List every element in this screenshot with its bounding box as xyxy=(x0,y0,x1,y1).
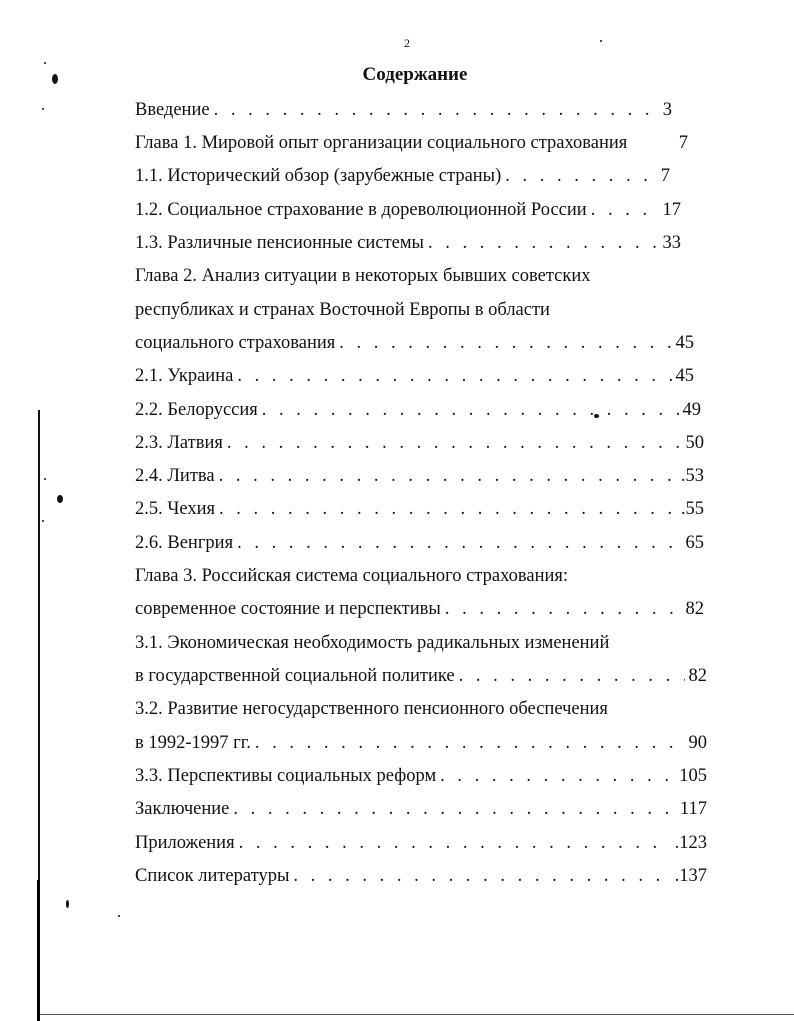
scan-speck xyxy=(52,74,58,84)
dot-leader xyxy=(214,98,659,122)
scan-speck xyxy=(42,108,44,110)
toc-page-number: 82 xyxy=(688,666,707,686)
toc-entry-2-6 xyxy=(135,531,704,555)
toc-label: 1.3. Различные пенсионные системы xyxy=(135,233,424,253)
scan-speck xyxy=(44,62,46,64)
toc-entry-1-1 xyxy=(135,164,670,188)
dot-leader xyxy=(227,431,682,455)
toc-page-number: 65 xyxy=(685,533,704,553)
scan-speck xyxy=(44,478,46,480)
toc-page-number: .123 xyxy=(674,833,707,853)
toc-page-number: 45 xyxy=(675,333,694,353)
toc-page-number: 7 xyxy=(678,133,688,153)
scan-speck xyxy=(66,900,69,908)
toc-label: Список литературы xyxy=(135,866,290,886)
scan-edge-line-thick xyxy=(37,880,40,1021)
toc-entry-1-2 xyxy=(135,198,681,222)
toc-entry-2-2 xyxy=(135,398,701,422)
toc-entry-introduction xyxy=(135,98,672,122)
dot-leader xyxy=(255,731,685,755)
toc-entry-2-3 xyxy=(135,431,704,455)
toc-entry-2-4 xyxy=(135,464,704,488)
toc-3-2-line-1: 3.2. Развитие негосударственного пенсионного обеспечения xyxy=(135,699,608,719)
toc-label: 2.3. Латвия xyxy=(135,433,223,453)
toc-entry-chapter-2 xyxy=(135,331,694,355)
toc-label: 1.2. Социальное страхование в дореволюционной России xyxy=(135,200,587,220)
page-number: 2 xyxy=(404,36,410,50)
toc-label: Глава 1. Мировой опыт организации социального страхования xyxy=(135,133,628,153)
scan-speck xyxy=(600,40,602,42)
scan-speck xyxy=(118,915,120,917)
dot-leader xyxy=(219,464,677,488)
toc-entry-3-1 xyxy=(135,664,707,688)
toc-page-number: 50 xyxy=(685,433,704,453)
dot-leader xyxy=(219,497,677,521)
dot-leader xyxy=(237,531,681,555)
dot-leader xyxy=(239,831,671,855)
toc-label: в государственной социальной политике xyxy=(135,666,455,686)
toc-entry-chapter-1 xyxy=(135,131,688,155)
toc-page-number: 117 xyxy=(679,799,707,819)
toc-page-number: 105 xyxy=(679,766,707,786)
toc-label: 2.6. Венгрия xyxy=(135,533,234,553)
toc-3-1-line-1: 3.1. Экономическая необходимость радикальных изменений xyxy=(135,633,610,653)
toc-page-number: 45 xyxy=(675,366,694,386)
dot-leader xyxy=(293,864,670,888)
dot-leader xyxy=(445,597,682,621)
toc-label: 2.4. Литва xyxy=(135,466,215,486)
dot-leader xyxy=(233,797,676,821)
dot-leader xyxy=(459,664,685,688)
toc-entry-3-2 xyxy=(135,731,707,755)
dot-leader xyxy=(440,764,675,788)
toc-entry-bibliography xyxy=(135,864,707,888)
toc-chapter-3-line-1: Глава 3. Российская система социального страхования: xyxy=(135,566,569,586)
toc-entry-chapter-3 xyxy=(135,597,704,621)
dot-leader xyxy=(237,364,671,388)
toc-label: 2.5. Чехия xyxy=(135,499,216,519)
toc-entry-appendices xyxy=(135,831,707,855)
toc-label: 3.3. Перспективы социальных реформ xyxy=(135,766,437,786)
toc-entry-conclusion xyxy=(135,797,707,821)
toc-label: 1.1. Исторический обзор (зарубежные страны) xyxy=(135,166,502,186)
dot-leader xyxy=(591,198,659,222)
toc-label: 2.2. Белоруссия xyxy=(135,400,258,420)
dot-leader xyxy=(505,164,656,188)
scan-speck xyxy=(594,414,599,418)
toc-page-number: 17 xyxy=(662,200,681,220)
toc-label: в 1992-1997 гг. xyxy=(135,733,251,753)
toc-page-number: 90 xyxy=(688,733,707,753)
scan-bottom-line xyxy=(40,1014,794,1015)
toc-label: 2.1. Украина xyxy=(135,366,234,386)
toc-entry-2-1 xyxy=(135,364,694,388)
dot-leader xyxy=(339,331,671,355)
dot-leader xyxy=(262,398,679,422)
dot-leader xyxy=(428,231,659,255)
toc-page-number: 7 xyxy=(660,166,670,186)
toc-page-number: 33 xyxy=(662,233,681,253)
toc-entry-3-3 xyxy=(135,764,707,788)
page-title: Содержание xyxy=(362,64,468,85)
toc-page-number: .137 xyxy=(674,866,707,886)
toc-label: современное состояние и перспективы xyxy=(135,599,441,619)
toc-page-number: 3 xyxy=(662,100,672,120)
toc-chapter-2-line-2: республиках и странах Восточной Европы в области xyxy=(135,300,550,320)
toc-chapter-2-line-1: Глава 2. Анализ ситуации в некоторых бывших советских xyxy=(135,266,591,286)
scan-speck xyxy=(42,520,44,522)
toc-page-number: 82 xyxy=(685,599,704,619)
toc-label: Заключение xyxy=(135,799,230,819)
toc-label: социального страхования xyxy=(135,333,336,353)
toc-page-number: .55 xyxy=(680,499,704,519)
toc-page-number: .53 xyxy=(680,466,704,486)
toc-entry-2-5 xyxy=(135,497,704,521)
toc-label: Введение xyxy=(135,100,210,120)
toc-entry-1-3 xyxy=(135,231,681,255)
toc-label: Приложения xyxy=(135,833,235,853)
scan-speck xyxy=(57,495,63,503)
toc-page-number: 49 xyxy=(682,400,701,420)
